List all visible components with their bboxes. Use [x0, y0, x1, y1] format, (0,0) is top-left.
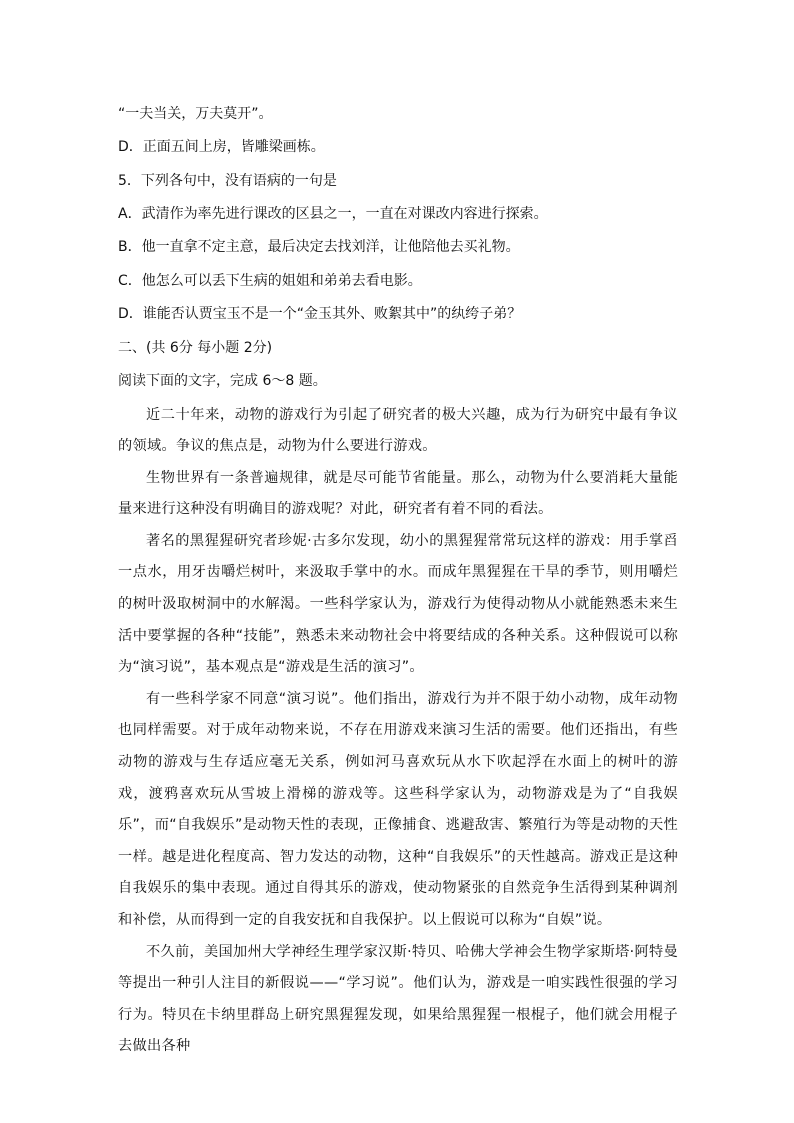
q5-stem: 5．下列各句中，没有语病的一句是	[118, 172, 337, 189]
q4-option-d: D．正面五间上房，皆雕梁画栋。	[118, 139, 325, 155]
page-content	[118, 98, 678, 1063]
passage-paragraph-1: 近二十年来，动物的游戏行为引起了研究者的极大兴趣，成为行为研究中最有争议的领域。争议的焦点是，动物为什么要进行游戏。	[118, 406, 678, 455]
passage-paragraph-5: 不久前，美国加州大学神经生理学家汉斯·特贝、哈佛大学神会生物学家斯塔·阿特曼等提出一种引人注目的新假说——“学习说”。他们认为，游戏是一咱实践性很强的学习行为。特贝在卡纳里群岛上研究黑猩猩发现，如果给黑猩猩一根棍子，他们就会用棍子去做出各种	[118, 943, 678, 1055]
passage-paragraph-3: 著名的黑猩猩研究者珍妮·古多尔发现，幼小的黑猩猩常常玩这样的游戏：用手掌舀一点水，用牙齿嚼烂树叶，来汲取手掌中的水。而成年黑猩猩在干旱的季节，则用嚼烂的树叶汲取树洞中的水解渴。一些科学家认为，游戏行为使得动物从小就能熟悉未来生活中要掌握的各种“技能”，熟悉未来动物社会中将要结成的各种关系。这种假说可以称为“演习说”，基本观点是“游戏是生活的演习”。	[118, 532, 678, 676]
section2-instruction: 阅读下面的文字，完成 6～8 题。	[118, 372, 327, 389]
q5-option-d: D．谁能否认贾宝玉不是一个“金玉其外、败絮其中”的纨绔子弟？	[118, 306, 522, 322]
passage-paragraph-2: 生物世界有一条普遍规律，就是尽可能节省能量。那么，动物为什么要消耗大量能量来进行这种没有明确目的游戏呢？对此，研究者有着不同的看法。	[118, 469, 678, 518]
q5-option-a: A．武清作为率先进行课改的区县之一，一直在对课改内容进行探索。	[118, 205, 548, 222]
q5-option-b: B．他一直拿不定主意，最后决定去找刘洋，让他陪他去买礼物。	[118, 239, 520, 255]
q5-option-c: C．他怎么可以丢下生病的姐姐和弟弟去看电影。	[118, 272, 422, 289]
section2-heading: 二、(共 6分 每小题 2分)	[118, 339, 273, 356]
passage-paragraph-4: 有一些科学家不同意“演习说”。他们指出，游戏行为并不限于幼小动物，成年动物也同样需要。对于成年动物来说，不存在用游戏来演习生活的需要。他们还指出，有些动物的游戏与生存适应毫无关系，例如河马喜欢玩从水下吹起浮在水面上的树叶的游戏，渡鸦喜欢玩从雪坡上滑梯的游戏等。这些科学家认为，动物游戏是为了“自我娱乐”，而“自我娱乐”是动物天性的表现，正像捕食、逃避敌害、繁殖行为等是动物的天性一样。越是进化程度高、智力发达的动物，这种“自我娱乐”的天性越高。游戏正是这种自我娱乐的集中表现。通过自得其乐的游戏，使动物紧张的自然竞争生活得到某种调剂和补偿，从而得到一定的自我安抚和自我保护。以上假说可以称为“自娱”说。	[118, 690, 678, 928]
q4-quote-line: “一夫当关，万夫莫开”。	[118, 106, 273, 122]
